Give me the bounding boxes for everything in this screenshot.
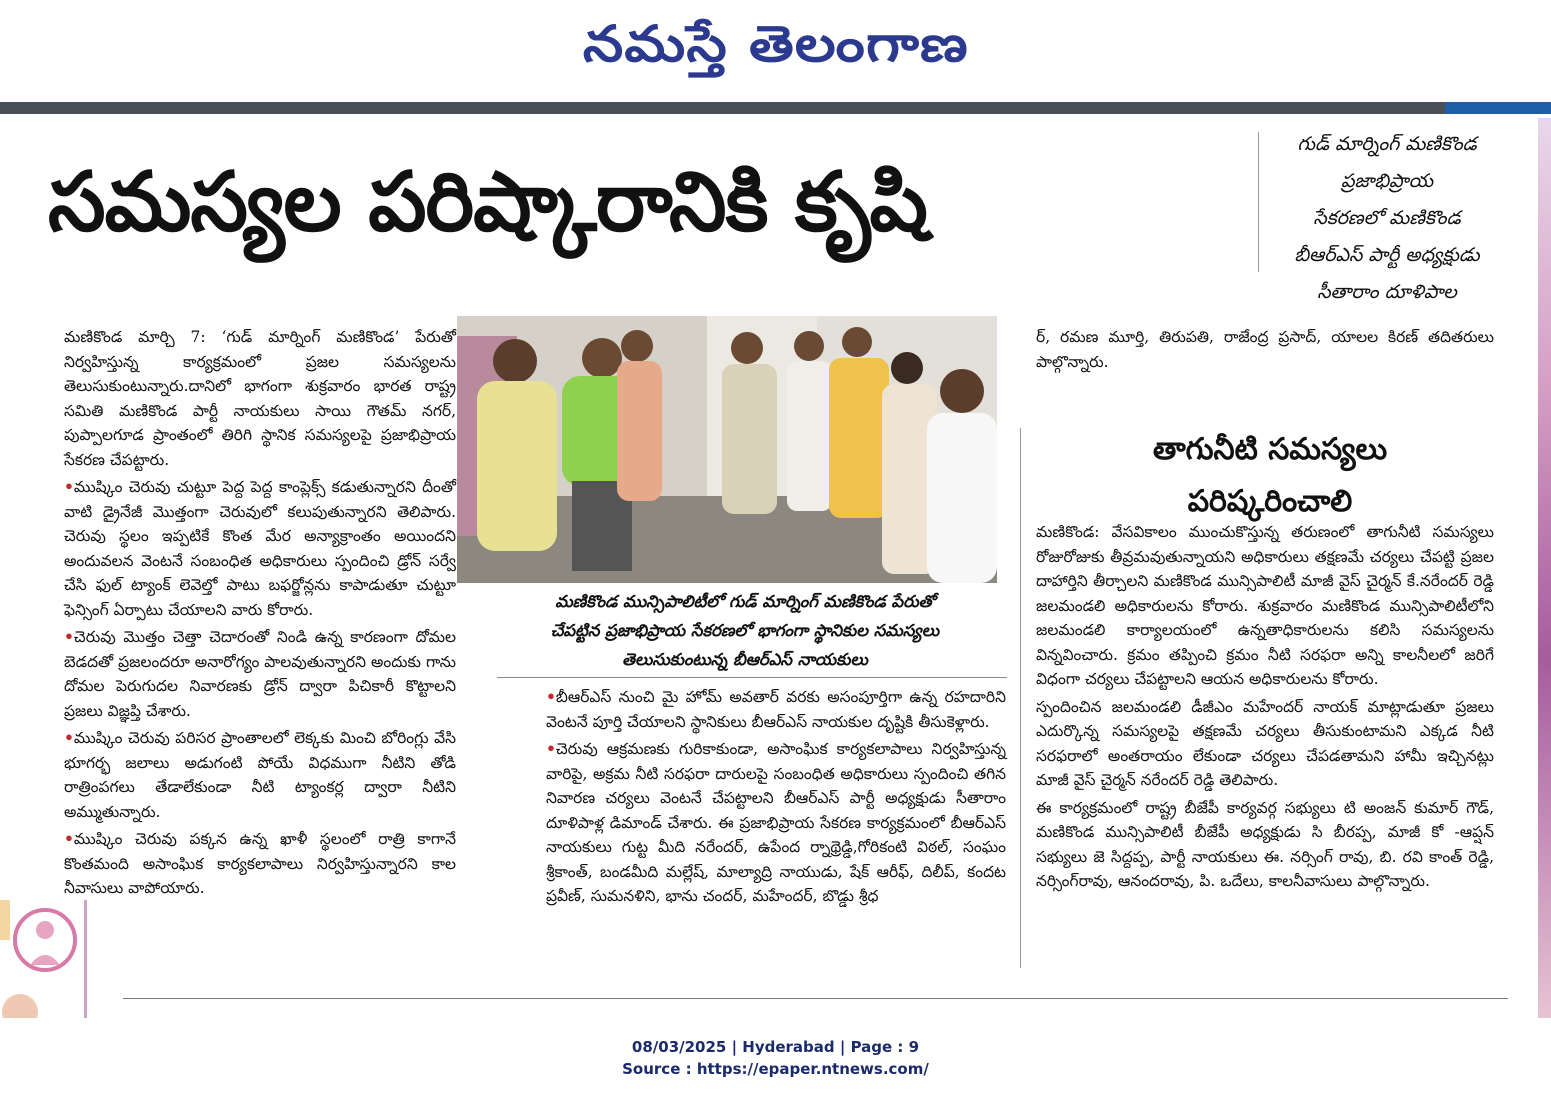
- bullet-icon: •: [64, 627, 74, 646]
- mother-child-illustration-icon: [0, 900, 84, 1018]
- adjacent-page-strip: [1538, 118, 1551, 1018]
- paragraph: •చెరువు ఆక్రమణకు గురికాకుండా, అసాంఘిక కార్యకలాపాలు నిర్వహిస్తున్న వారిపై, అక్రమ నీటి సరఫరా దారులపై సంబంధిత అధికారులు స్పందించి తగిన నివారణ చర్యలు వెంటనే చేపట్టాలని బీఆర్ఎస్ పార్టీ అధ్యక్షుడు సీతారాం దూళిపాళ్ల డిమాండ్ చేశారు. ఈ ప్రజాభిప్రాయ సేకరణ కార్యక్రమంలో బీఆర్ఎస్ నాయకులు గుట్ట మీది నరేందర్, ఉపేంద ర్నాథ్రెడ్డి,గోరికంటి విఠల్, సంఘం శ్రీకాంత్, బండమీది మల్లేష్, మాల్యాద్రి నాయుడు, షేక్ ఆరీఫ్, దిలీప్, కందట ప్రవీణ్, సుమనళిని, భాను చందర్, మహేందర్, బొడ్డు శ్రీధ: [546, 739, 1006, 905]
- caption-divider: [497, 677, 1007, 678]
- paragraph: •ముష్కిం చెరువు పక్కన ఉన్న ఖాళీ స్థలంలో రాత్రి కాగానే కొంతమంది అసాంఘిక కార్యకలాపాలు నిర్వహిస్తున్నారని కాల నీవాసులు వాపోయారు.: [64, 829, 456, 897]
- footer-date-line: 08/03/2025 | Hyderabad | Page : 9: [631, 1038, 920, 1056]
- bullet-icon: •: [546, 687, 556, 706]
- bullet-icon: •: [546, 739, 556, 758]
- adjacent-ad-thumbnail: [0, 900, 87, 1018]
- article-column-2: [546, 685, 1006, 912]
- paragraph: ర్, రమణ మూర్తి, తిరుపతి, రాజేంద్ర ప్రసాద్, యాలల కిరణ్ తదితరులు పాల్గొన్నారు.: [1036, 328, 1494, 371]
- paragraph: మణికొండ మార్చి 7: ‘గుడ్ మార్నింగ్ మణికొండ’ పేరుతో నిర్వహిస్తున్న కార్యక్రమంలో ప్రజల సమస్యలను తెలుసుకుంటున్నారు.దానిలో భాగంగా శుక్రవారం భారత రాష్ట్ర సమితి మణికొండ పార్టీ నాయకులు సాయి గౌతమ్ నగర్, పుప్పాలగూడ ప్రాంతంలో తిరిగి స్థానిక సమస్యలపై ప్రజాభిప్రాయ సేకరణ చేపట్టారు.: [64, 328, 456, 469]
- top-rule-bar: [0, 102, 1445, 114]
- paragraph: స్పందించిన జలమండలి డీజీఎం మహేందర్ నాయక్ మాట్లాడుతూ ప్రజలు ఎదుర్కొన్న సమస్యలపై తక్షణమే చర్యలు తీసుకుంటామని ఎక్కడ నీటి సరఫరాలో అంతరాయం లేకుండా చర్యలు చేపడతామని హామీ ఇచ్చినట్లు మాజీ వైస్ చైర్మన్ నరేందర్ రెడ్డి తెలిపారు.: [1036, 697, 1494, 789]
- deck: [1262, 126, 1512, 311]
- deck-line: సేకరణలో మణికొండ: [1313, 207, 1461, 229]
- article-column-3: [1036, 520, 1494, 897]
- bullet-icon: •: [64, 477, 74, 496]
- deck-line: బీఆర్ఎస్ పార్టీ అధ్యక్షుడు: [1294, 244, 1480, 266]
- caption-line: తెలుసుకుంటున్న బీఆర్ఎస్ నాయకులు: [622, 650, 868, 669]
- footer-source-link[interactable]: Source : https://epaper.ntnews.com/: [622, 1060, 929, 1078]
- bullet-icon: •: [64, 829, 74, 848]
- deck-line: ప్రజాభిప్రాయ: [1340, 170, 1434, 192]
- photo-caption: [500, 587, 990, 674]
- page-footer: [0, 1036, 1551, 1080]
- headline-divider: [1258, 132, 1259, 272]
- photo-illustration: [457, 316, 997, 583]
- bottom-divider: [123, 998, 1508, 999]
- paragraph: •ముష్కిం చెరువు చుట్టూ పెద్ద పెద్ద కాంప్లెక్స్ కడుతున్నారని దీంతో వాటి డ్రైనేజీ మొత్తంగా చెరువులో కలుపుతున్నారని తెలిపారు. చెరువు స్థలం ఇప్పటికే కొంత మేర అన్యాక్రాంతం అయిందని అందువలన వెంటనే సంబంధిత అధికారులు స్పందించి డ్రోన్ సర్వే చేసి ఫుల్ ట్యాంక్ లెవెల్తో పాటు బఫర్జోన్లను కాపాడుతూ చుట్టూ ఫెన్సింగ్ ఏర్పాటు చేయాలని వారు కోరారు.: [64, 477, 456, 619]
- news-photo: [457, 316, 997, 583]
- article-column-1: [64, 325, 456, 904]
- subheadline: [1110, 424, 1430, 528]
- deck-line: సీతారాం దూళిపాల: [1317, 281, 1457, 303]
- paragraph: •బీఆర్ఎస్ నుంచి మై హోమ్ అవతార్ వరకు అసంపూర్తిగా ఉన్న రహదారిని వెంటనే పూర్తి చేయాలని స్థానికులు బీఆర్ఎస్ నాయకుల దృష్టికి తీసుకెళ్లారు.: [546, 687, 1006, 731]
- paragraph: ఈ కార్యక్రమంలో రాష్ట్ర బీజేపీ కార్యవర్గ సభ్యులు టి అంజన్ కుమార్ గౌడ్, మణికొండ మున్సిపాలిటీ బీజేపీ అధ్యక్షుడు సి బీరప్ప, మాజీ కో -ఆప్షన్ సభ్యులు జె సిద్దప్ప, పార్టీ నాయకులు ఈ. నర్సింగ్ రావు, బి. రవి కాంత్ రెడ్డి, నర్సింగ్‌రావు, ఆనందరావు, పి. ఒదేలు, కాలనీవాసులు పాల్గొన్నారు.: [1036, 798, 1494, 890]
- masthead: [0, 0, 1551, 100]
- paragraph: •చెరువు మొత్తం చెత్తా చెదారంతో నిండి ఉన్న కారణంగా దోమల బెడదతో ప్రజలందరూ అనారోగ్యం పాలవుతున్నారని అందుకు గాను దోమల పెరుగుదల నివారణకు డ్రోన్ ద్వారా పిచికారీ కొట్టాలని ప్రజలు విజ్ఞప్తి చేశారు.: [64, 627, 456, 720]
- subheadline-line: పరిష్కరించాలి: [1187, 484, 1353, 519]
- top-rule-bar-accent: [1445, 102, 1551, 114]
- paragraph: •ముష్కిం చెరువు పరిసర ప్రాంతాలలో లెక్కకు మించి బోరింగ్లు వేసి భూగర్భ జలాలు అడుగంటి పోయే విధముగా నీటిని తోడి రాత్రింపగలు తేడాలేకుండా నీటి ట్యాంకర్ల ద్వారా నీటిని అమ్ముతున్నారు.: [64, 728, 456, 821]
- headline: సమస్యల పరిష్కారానికి కృషి: [48, 155, 928, 250]
- bullet-icon: •: [64, 728, 74, 747]
- deck-line: గుడ్ మార్నింగ్ మణికొండ: [1297, 133, 1477, 155]
- subheadline-line: తాగునీటి సమస్యలు: [1152, 432, 1388, 467]
- column-divider: [1020, 428, 1021, 968]
- caption-line: మణికొండ మున్సిపాలిటీలో గుడ్ మార్నింగ్ మణికొండ పేరుతో: [555, 592, 935, 611]
- article-column-3-continuation: [1036, 325, 1494, 377]
- masthead-logo: నమస్తే తెలంగాణ: [582, 14, 969, 73]
- caption-line: చేపట్టిన ప్రజాభిప్రాయ సేకరణలో భాగంగా స్థానికుల సమస్యలు: [550, 621, 940, 640]
- paragraph: మణికొండ: వేసవికాలం ముంచుకొస్తున్న తరుణంలో తాగునీటి సమస్యలు రోజురోజుకు తీవ్రమవుతున్నాయని అధికారులు తక్షణమే చర్యలు చేపట్టి ప్రజల దాహార్తిని తీర్చాలని మణికొండ మున్సిపాలిటీ మాజీ వైస్ చైర్మన్ కే.నరేందర్ రెడ్డి జలమండలి అధికారులను కోరారు. శుక్రవారం మణికొండ మున్సిపాలిటీలోని జలమండలి కార్యాలయంలో ఉన్నతాధికారులను కలిసి సమస్యలను విన్నవించారు. క్రమం తప్పించి క్రమం నీటి సరఫరా అన్ని కాలనీలలో జరిగే విధంగా చర్యలు చేపట్టాలని ఆయన అధికారులను కోరారు.: [1036, 523, 1494, 688]
